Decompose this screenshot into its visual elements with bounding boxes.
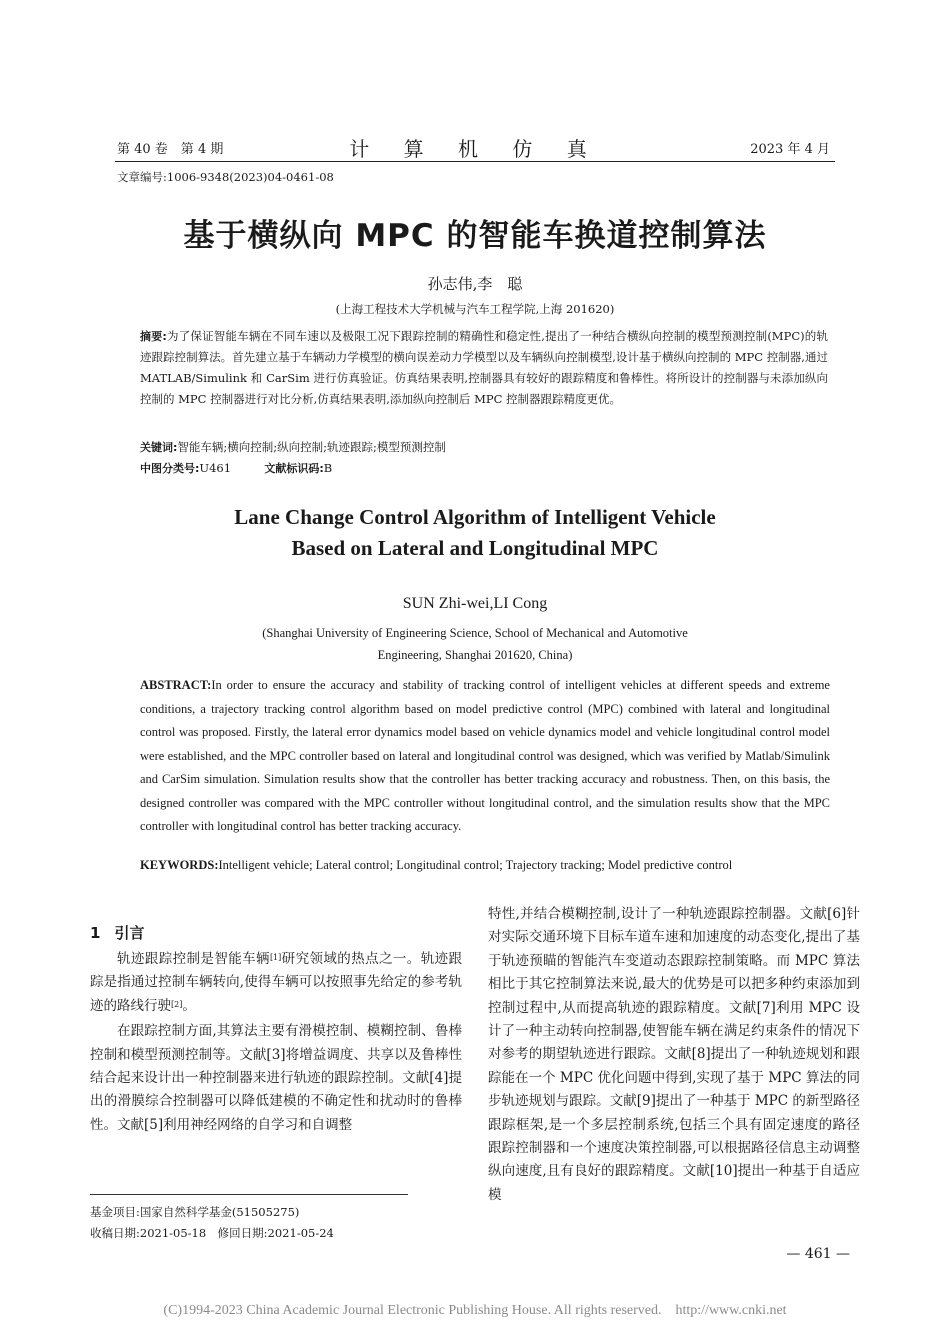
authors-english: SUN Zhi-wei,LI Cong xyxy=(402,595,548,612)
keywords-chinese-text: 智能车辆;横向控制;纵向控制;轨迹跟踪;模型预测控制 xyxy=(177,440,446,454)
paragraph-1-text-a: 轨迹跟踪控制是智能车辆 xyxy=(117,951,270,967)
keywords-chinese-label: 关键词: xyxy=(140,441,178,454)
affiliation-english-line1: (Shanghai University of Engineering Science, School of Mechanical and Automotive xyxy=(262,626,688,640)
paragraph-1-text-b: 研究领域的热点之一。轨迹跟踪是指通过控制车辆转向,使得车辆可以按照事先给定的参考轨迹的路线行驶 xyxy=(90,951,463,1014)
header-volume: 第 40 卷 第 4 期 xyxy=(117,142,224,157)
keywords-english-text: Intelligent vehicle; Lateral control; Longitudinal control; Trajectory tracking; Model predictive control xyxy=(218,858,733,872)
keywords-chinese xyxy=(140,437,828,458)
paragraph-1 xyxy=(90,948,462,1018)
paragraph-1-text-c: 。 xyxy=(182,997,196,1014)
keywords-english-label: KEYWORDS: xyxy=(140,858,219,872)
title-english xyxy=(0,502,950,564)
abstract-english xyxy=(140,674,830,839)
keywords-english xyxy=(140,858,830,873)
clc-label: 中图分类号: xyxy=(140,462,200,475)
title-chinese: 基于横纵向 MPC 的智能车换道控制算法 xyxy=(183,218,767,254)
doc-code-label: 文献标识码: xyxy=(264,462,324,475)
authors-chinese: 孙志伟,李 聪 xyxy=(427,275,523,293)
article-number: 文章编号:1006-9348(2023)04-0461-08 xyxy=(117,170,334,184)
footnote-dates: 收稿日期:2021-05-18 修回日期:2021-05-24 xyxy=(90,1226,334,1240)
header-date: 2023 年 4 月 xyxy=(750,142,830,157)
abstract-chinese xyxy=(140,326,828,410)
affiliation-chinese: (上海工程技术大学机械与汽车工程学院,上海 201620) xyxy=(335,302,615,316)
page-number: — 461 — xyxy=(786,1246,850,1262)
doc-code-value: B xyxy=(323,461,333,475)
abstract-chinese-text: 为了保证智能车辆在不同车速以及极限工况下跟踪控制的精确性和稳定性,提出了一种结合横纵向控制的模型预测控制(MPC)的轨迹跟踪控制算法。首先建立基于车辆动力学模型的横向误差动力学模型以及车辆纵向控制模型,设计基于横纵向控制的 MPC 控制器,通过 MATLAB/Simulink 和 CarSim 进行仿真验证。仿真结果表明,控制器具有较好的跟踪精度和鲁棒性。将所设计的控制器与未添加纵向控制的 MPC 控制器进行对比分析,仿真结果表明,添加纵向控制后 MPC 控制器跟踪精度更优。 xyxy=(140,329,828,406)
title-english-line1: Lane Change Control Algorithm of Intelligent Vehicle xyxy=(234,505,716,529)
affiliation-english-line2: Engineering, Shanghai 201620, China) xyxy=(377,648,573,662)
abstract-english-text: In order to ensure the accuracy and stability of tracking control of intelligent vehicles at different speeds and extreme conditions, a trajectory tracking control algorithm based on model predictive control (MPC) combined with lateral and longitudinal control was proposed. Firstly, the lateral error dynamics model based on vehicle dynamics model and vehicle longitudinal control model were established, and the MPC controller based on lateral and longitudinal control was designed, which was verified by Matlab/Simulink and CarSim simulation. Simulation results show that the controller has better tracking accuracy and robustness. Then, on this basis, the designed controller was compared with the MPC controller without longitudinal control, and the simulation results show that the MPC controller with longitudinal control has better tracking accuracy. xyxy=(140,678,830,833)
footnote-fund: 基金项目:国家自然科学基金(51505275) xyxy=(90,1205,300,1219)
left-column-body xyxy=(90,948,462,1137)
citation-2: [2] xyxy=(171,999,183,1009)
copyright-notice: (C)1994-2023 China Academic Journal Electronic Publishing House. All rights reserved. http://www.cnki.net xyxy=(163,1303,787,1318)
right-column-body xyxy=(488,903,860,1207)
abstract-chinese-label: 摘要: xyxy=(140,330,167,343)
affiliation-english xyxy=(200,622,750,666)
footnote-rule xyxy=(90,1194,408,1195)
paragraph-continued: 特性,并结合模糊控制,设计了一种轨迹跟踪控制器。文献[6]针对实际交通环境下目标车道车速和加速度的动态变化,提出了基于轨迹预瞄的智能汽车变道动态跟踪控制策略。而 MPC 算法相比于其它控制算法来说,最大的优势是可以把多种约束添加到控制过程中,从而提高轨迹的跟踪精度。文献[7]利用 MPC 设计了一种主动转向控制器,使智能车辆在满足约束条件的情况下对参考的期望轨迹进行跟踪。文献[8]提出了一种轨迹规划和跟踪能在一个 MPC 优化问题中得到,实现了基于 MPC 算法的同步轨迹规划与跟踪。文献[9]提出了一种基于 MPC 的新型路径跟踪框架,是一个多层控制系统,包括三个具有固定速度的路径跟踪控制器和一个速度决策控制器,可以根据路径信息主动调整纵向速度,且有良好的跟踪精度。文献[10]提出一种基于自适应模 xyxy=(488,906,860,1203)
title-english-line2: Based on Lateral and Longitudinal MPC xyxy=(291,536,659,560)
abstract-english-label: ABSTRACT: xyxy=(140,678,212,692)
citation-1: [1] xyxy=(269,953,282,962)
section-number: 1 xyxy=(90,924,101,942)
journal-name: 计 算 机 仿 真 xyxy=(349,137,601,161)
section-heading-introduction xyxy=(90,922,144,943)
header-rule xyxy=(115,161,835,162)
paragraph-2: 在跟踪控制方面,其算法主要有滑模控制、模糊控制、鲁棒控制和模型预测控制等。文献[3]将增益调度、共享以及鲁棒性结合起来设计出一种控制器来进行轨迹的跟踪控制。文献[4]提出的滑膜综合控制器可以降低建模的不确定性和扰动时的鲁棒性。文献[5]利用神经网络的自学习和自调整 xyxy=(90,1023,462,1133)
clc-value: U461 xyxy=(199,461,232,475)
section-title: 引言 xyxy=(114,924,145,942)
classification-line xyxy=(140,458,828,479)
